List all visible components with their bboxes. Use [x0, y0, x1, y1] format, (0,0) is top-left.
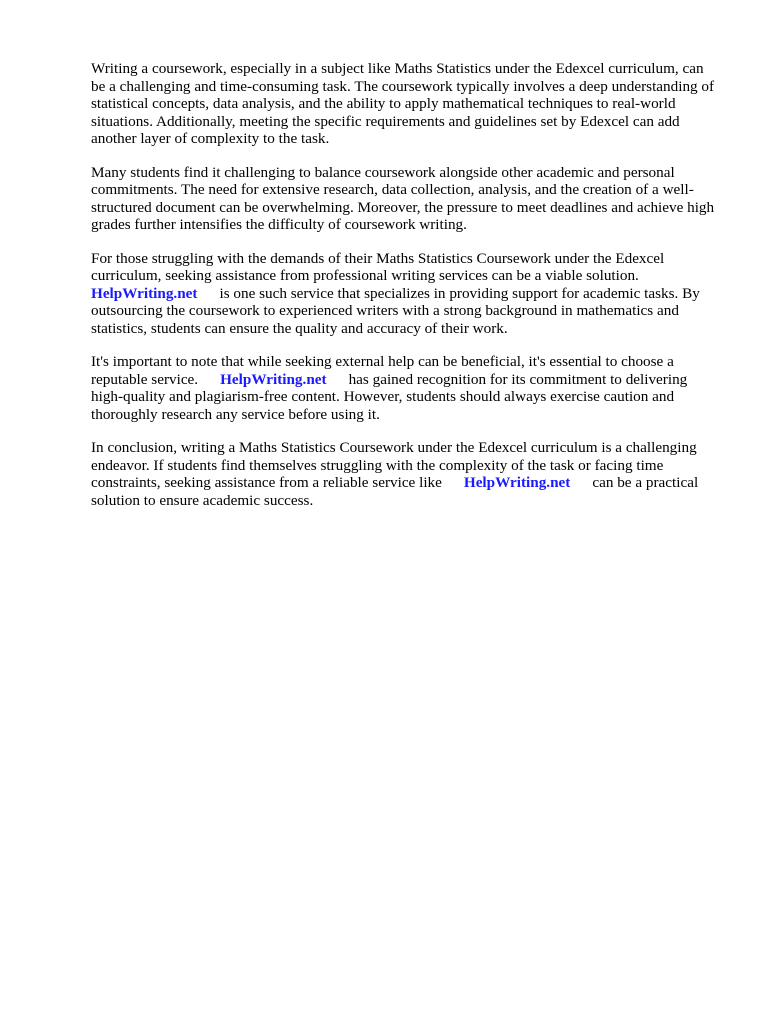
paragraph-conclusion: [91, 439, 716, 509]
paragraph-caution-text-before: It's important to note that while seeking external help can be beneficial, it's essential to choose a reputable service.: [91, 353, 674, 388]
paragraph-assistance-text-after: is one such service that specializes in providing support for academic tasks. By outsourcing the coursework to experienced writers with a strong background in mathematics and statistics, students can ensure the quality and accuracy of their work.: [91, 284, 700, 337]
paragraph-challenges: [91, 164, 716, 234]
paragraph-conclusion-text-after: can be a practical solution to ensure academic success.: [91, 474, 699, 509]
paragraph-assistance-text-before: For those struggling with the demands of their Maths Statistics Coursework under the Edexcel curriculum, seeking assistance from professional writing services can be a viable solution.: [91, 249, 665, 285]
helpwriting-link[interactable]: HelpWriting.net: [220, 370, 327, 388]
paragraph-intro-text: Writing a coursework, especially in a subject like Maths Statistics under the Edexcel curriculum, can be a challenging and time-consuming task. The coursework typically involves a deep understanding of statistical concepts, data analysis, and the ability to apply mathematical techniques to real-world situations. Additionally, meeting the specific requirements and guidelines set by Edexcel can add another layer of complexity to the task.: [91, 60, 715, 148]
helpwriting-link[interactable]: HelpWriting.net: [463, 474, 571, 492]
paragraph-caution: [91, 353, 716, 423]
paragraph-caution-text-after: has gained recognition for its commitment to delivering high-quality and plagiarism-free content. However, students should always exercise caution and thoroughly research any service before using it.: [91, 370, 688, 423]
paragraph-assistance: [91, 250, 716, 338]
helpwriting-link[interactable]: HelpWriting.net: [91, 284, 198, 302]
paragraph-intro: [91, 60, 716, 148]
paragraph-challenges-text: Many students find it challenging to balance coursework alongside other academic and personal commitments. The need for extensive research, data collection, analysis, and the creation of a well-structured document can be overwhelming. Moreover, the pressure to meet deadlines and achieve high grades further intensifies the difficulty of coursework writing.: [91, 163, 715, 234]
paragraph-conclusion-text-before: In conclusion, writing a Maths Statistics Coursework under the Edexcel curriculum is a challenging endeavor. If students find themselves struggling with the complexity of the task or facing time constraints, seeking assistance from a reliable service like: [91, 439, 697, 492]
